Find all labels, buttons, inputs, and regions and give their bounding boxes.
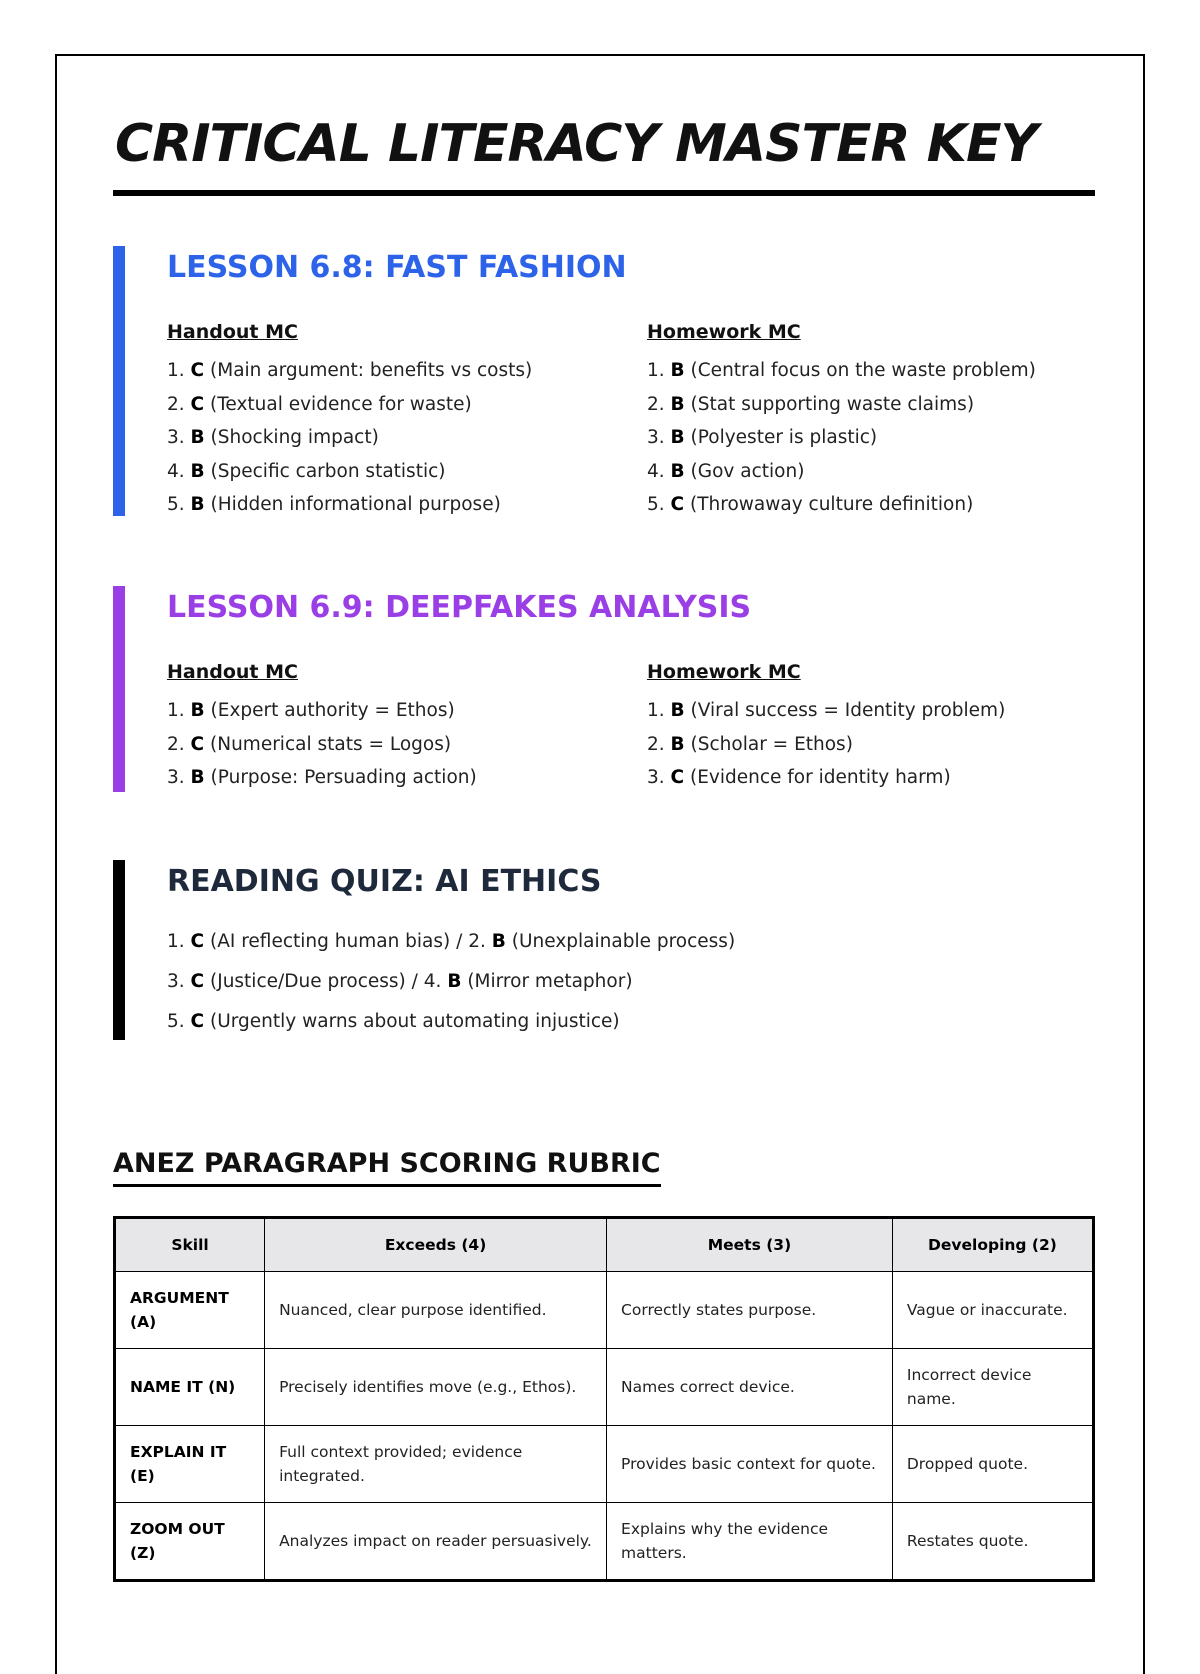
meets-cell: Names correct device. <box>607 1349 893 1426</box>
homework-answers <box>647 694 1005 795</box>
answer-item: 2. B (Stat supporting waste claims) <box>647 393 975 415</box>
quiz-answer-line: 3. C (Justice/Due process) / 4. B (Mirror metaphor) <box>167 971 633 992</box>
lesson-6-9-title: LESSON 6.9: DEEPFAKES ANALYSIS <box>167 590 752 625</box>
lesson-6-8-homework-column <box>647 318 1036 522</box>
lesson-6-8-title: LESSON 6.8: FAST FASHION <box>167 250 627 285</box>
answer-item: 2. B (Scholar = Ethos) <box>647 733 853 755</box>
answer-item: 1. B (Expert authority = Ethos) <box>167 700 455 721</box>
meets-cell: Provides basic context for quote. <box>607 1426 893 1503</box>
lesson-6-8-handout-column <box>167 318 532 522</box>
exceeds-cell: Nuanced, clear purpose identified. <box>265 1272 607 1349</box>
quiz-answer-line: 1. C (AI reflecting human bias) / 2. B (Unexplainable process) <box>167 931 736 952</box>
table-row <box>115 1503 1094 1581</box>
developing-cell: Dropped quote. <box>892 1426 1093 1503</box>
column-header-developing: Developing (2) <box>892 1218 1093 1272</box>
column-header-meets: Meets (3) <box>607 1218 893 1272</box>
lesson-6-8-accent-bar <box>113 246 125 516</box>
answer-item: 4. B (Gov action) <box>647 460 805 482</box>
lesson-6-9-accent-bar <box>113 586 125 792</box>
answer-item: 3. B (Polyester is plastic) <box>647 427 878 448</box>
exceeds-cell: Full context provided; evidence integrated. <box>265 1426 607 1503</box>
answer-item: 2. C (Textual evidence for waste) <box>167 393 472 415</box>
answer-item: 3. B (Shocking impact) <box>167 427 379 448</box>
answer-item: 5. B (Hidden informational purpose) <box>167 494 501 515</box>
answer-item: 5. C (Throwaway culture definition) <box>647 494 974 515</box>
answer-item: 1. B (Central focus on the waste problem) <box>647 360 1036 381</box>
answer-item: 4. B (Specific carbon statistic) <box>167 460 446 482</box>
exceeds-cell: Precisely identifies move (e.g., Ethos). <box>265 1349 607 1426</box>
page-title: CRITICAL LITERACY MASTER KEY <box>115 114 1038 174</box>
column-header-exceeds: Exceeds (4) <box>265 1218 607 1272</box>
developing-cell: Vague or inaccurate. <box>892 1272 1093 1349</box>
skill-cell: ARGUMENT (A) <box>115 1272 265 1349</box>
title-underline <box>113 190 1095 196</box>
reading-quiz-section <box>113 860 1095 1040</box>
answer-item: 3. C (Evidence for identity harm) <box>647 767 951 788</box>
column-header-skill: Skill <box>115 1218 265 1272</box>
handout-heading: Handout MC <box>167 321 298 343</box>
reading-quiz-accent-bar <box>113 860 125 1040</box>
handout-answers <box>167 694 477 795</box>
table-row <box>115 1272 1094 1349</box>
rubric-table <box>113 1216 1095 1582</box>
exceeds-cell: Analyzes impact on reader persuasively. <box>265 1503 607 1581</box>
reading-quiz-answers <box>167 922 735 1042</box>
reading-quiz-title: READING QUIZ: AI ETHICS <box>167 864 602 899</box>
skill-cell: ZOOM OUT (Z) <box>115 1503 265 1581</box>
meets-cell: Explains why the evidence matters. <box>607 1503 893 1581</box>
skill-cell: EXPLAIN IT (E) <box>115 1426 265 1503</box>
developing-cell: Restates quote. <box>892 1503 1093 1581</box>
answer-item: 1. C (Main argument: benefits vs costs) <box>167 360 533 381</box>
skill-cell: NAME IT (N) <box>115 1349 265 1426</box>
lesson-6-8-section <box>113 246 1095 516</box>
rubric-title: ANEZ PARAGRAPH SCORING RUBRIC <box>113 1144 661 1187</box>
homework-heading: Homework MC <box>647 321 801 343</box>
answer-item: 3. B (Purpose: Persuading action) <box>167 767 477 788</box>
developing-cell: Incorrect device name. <box>892 1349 1093 1426</box>
lesson-6-9-section <box>113 586 1095 792</box>
answer-item: 1. B (Viral success = Identity problem) <box>647 700 1006 721</box>
homework-heading: Homework MC <box>647 661 801 683</box>
handout-heading: Handout MC <box>167 661 298 683</box>
rubric-header-row <box>115 1218 1094 1272</box>
answer-item: 2. C (Numerical stats = Logos) <box>167 733 452 755</box>
table-row <box>115 1426 1094 1503</box>
handout-answers <box>167 354 532 522</box>
lesson-6-9-homework-column <box>647 658 1005 795</box>
homework-answers <box>647 354 1036 522</box>
lesson-6-9-handout-column <box>167 658 477 795</box>
quiz-answer-line: 5. C (Urgently warns about automating injustice) <box>167 1011 620 1032</box>
table-row <box>115 1349 1094 1426</box>
answer-key-page <box>55 54 1145 1674</box>
meets-cell: Correctly states purpose. <box>607 1272 893 1349</box>
